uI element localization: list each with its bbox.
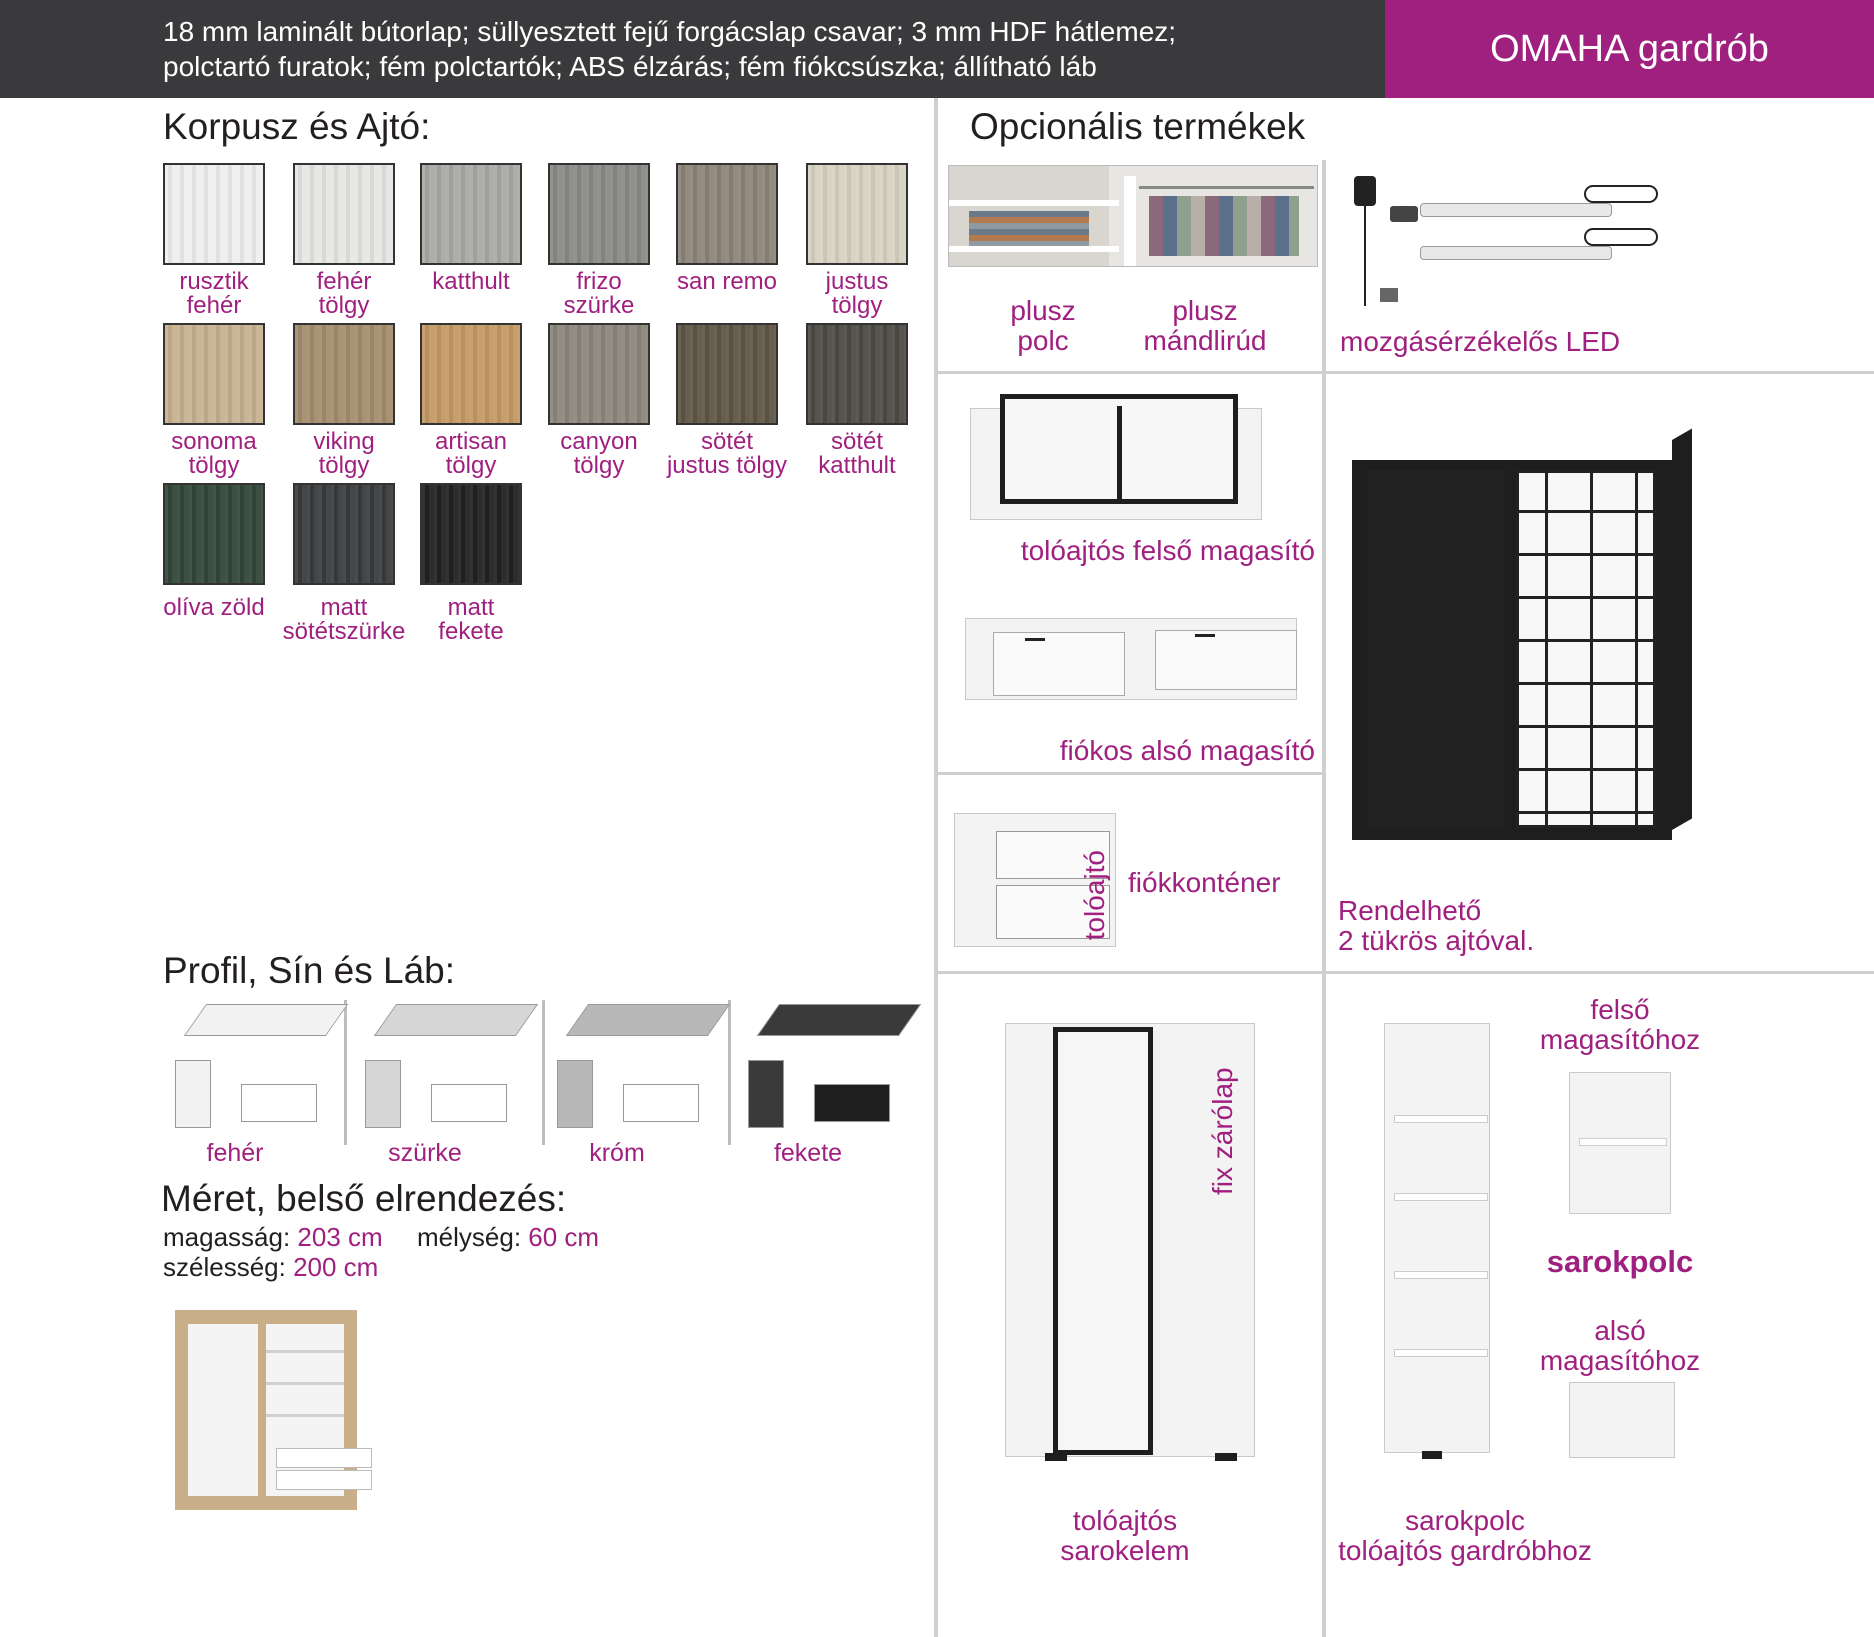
swatch-label xyxy=(792,270,922,318)
color-swatch xyxy=(806,163,908,265)
swatch-label-line1: artisan xyxy=(434,428,508,455)
color-swatch xyxy=(163,163,265,265)
rendelheto-line2: 2 tükrös ajtóval. xyxy=(1338,925,1535,956)
color-swatch xyxy=(676,323,778,425)
swatch-label xyxy=(279,596,409,644)
width-label: szélesség: xyxy=(163,1252,286,1282)
swatch-label xyxy=(149,596,279,620)
swatch-label-line2: tölgy xyxy=(831,292,883,319)
swatch-label-line2: tölgy xyxy=(188,452,240,479)
height-label: magasság: xyxy=(163,1222,291,1252)
header-description-line1: 18 mm laminált bútorlap; süllyesztett fejű forgácslap csavar; 3 mm HDF hátlemez; xyxy=(163,16,1177,47)
swatch-label-line1: rusztik xyxy=(179,268,249,295)
color-swatch xyxy=(163,323,265,425)
swatch-label xyxy=(406,596,536,644)
swatch-label-line2: sötétszürke xyxy=(282,618,406,645)
toloajtos-felso-label: tolóajtós felső magasító xyxy=(1020,535,1315,566)
profile-image xyxy=(175,1000,335,1130)
swatch-label-line1: canyon xyxy=(560,428,638,455)
swatch-label-line1: katthult xyxy=(432,268,510,295)
meret-heading: Méret, belső elrendezés: xyxy=(161,1178,567,1219)
plusz-mandlirud-line2: mándlirúd xyxy=(1143,325,1267,356)
sarokelem-caption-line1: tolóajtós xyxy=(1072,1505,1178,1536)
swatch-label xyxy=(662,270,792,294)
swatch-label-line1: sötét xyxy=(700,428,754,455)
width-row xyxy=(163,1252,378,1283)
product-title: OMAHA gardrób xyxy=(1490,27,1769,70)
swatch-label-line1: sötét xyxy=(830,428,884,455)
top-extension-image xyxy=(970,388,1270,528)
corner-shelf-image xyxy=(1378,1015,1498,1465)
fiokos-also-label: fiókos alsó magasító xyxy=(1059,735,1315,766)
drawer-extension-image xyxy=(965,612,1305,702)
swatch-label-line2: tölgy xyxy=(573,452,625,479)
divider-h2 xyxy=(938,772,1322,775)
swatch-label-line2: szürke xyxy=(563,292,635,319)
swatch-label xyxy=(149,430,279,478)
profil-divider-1 xyxy=(344,1000,347,1145)
swatch-label-line1: matt xyxy=(447,594,495,621)
swatch-label-line1: frizo xyxy=(576,268,622,295)
swatch-label-line2: tölgy xyxy=(445,452,497,479)
fix-zarolap-vertical-label: fix zárólap xyxy=(1207,1067,1238,1195)
swatch-label-line1: justus xyxy=(825,268,889,295)
interior-layout-image xyxy=(170,1310,370,1510)
color-swatch xyxy=(548,163,650,265)
swatch-label-line1: san remo xyxy=(676,268,778,295)
swatch-label xyxy=(406,270,536,294)
swatch-label xyxy=(279,430,409,478)
swatch-label-line2: tölgy xyxy=(318,292,370,319)
divider-h1 xyxy=(938,371,1874,374)
color-swatch xyxy=(548,323,650,425)
optional-heading: Opcionális termékek xyxy=(970,106,1306,147)
depth-label: mélység: xyxy=(417,1222,522,1252)
swatch-label xyxy=(534,270,664,318)
swatch-label-line1: viking xyxy=(313,428,375,455)
divider-h3 xyxy=(938,971,1874,974)
fiokkontener-label: fiókkonténer xyxy=(1128,867,1281,898)
color-swatch xyxy=(420,323,522,425)
swatch-label xyxy=(792,430,922,478)
color-swatch xyxy=(163,483,265,585)
header-description xyxy=(163,14,1373,84)
plusz-polc-label xyxy=(988,296,1098,356)
profile-image xyxy=(557,1000,717,1130)
height-value: 203 cm xyxy=(297,1222,383,1252)
rendelheto-line1: Rendelhető xyxy=(1338,895,1482,926)
divider-vertical-right xyxy=(1322,160,1326,1637)
color-swatch xyxy=(806,323,908,425)
swatch-label-line2: fehér xyxy=(186,292,242,319)
also-magasitohoz-line1: alsó xyxy=(1594,1315,1646,1346)
profile-image xyxy=(365,1000,525,1130)
also-magasitohoz-line2: magasítóhoz xyxy=(1539,1345,1701,1376)
color-swatch xyxy=(293,483,395,585)
sarokpolc-caption xyxy=(1325,1506,1605,1566)
sarokpolc-bold-label: sarokpolc xyxy=(1546,1244,1694,1279)
plusz-mandlirud-label xyxy=(1120,296,1290,356)
height-row xyxy=(163,1222,383,1253)
profile-label: szürke xyxy=(388,1139,462,1167)
swatch-label-line2: justus tölgy xyxy=(666,452,788,479)
corner-shelf-bottom-image xyxy=(1565,1378,1677,1460)
corner-shelf-top-image xyxy=(1565,1068,1675,1220)
profil-heading: Profil, Sín és Láb: xyxy=(163,950,456,991)
profile-label: fehér xyxy=(206,1139,264,1167)
swatch-label xyxy=(149,270,279,318)
sarokelem-caption xyxy=(1030,1506,1220,1566)
color-swatch xyxy=(676,163,778,265)
korpusz-heading: Korpusz és Ajtó: xyxy=(163,106,431,147)
led-label: mozgásérzékelős LED xyxy=(1340,326,1621,357)
plusz-polc-line1: plusz xyxy=(1010,295,1076,326)
swatch-label-line2: tölgy xyxy=(318,452,370,479)
profile-image xyxy=(748,1000,908,1130)
width-value: 200 cm xyxy=(293,1252,379,1282)
led-strip-image xyxy=(1340,168,1670,318)
also-magasitohoz-label xyxy=(1520,1316,1720,1376)
profil-divider-3 xyxy=(728,1000,731,1145)
swatch-label-line2: fekete xyxy=(438,618,504,645)
felso-magasitohoz-line2: magasítóhoz xyxy=(1539,1024,1701,1055)
header-description-line2: polctartó furatok; fém polctartók; ABS élzárás; fém fiókcsúszka; állítható láb xyxy=(163,51,1097,82)
swatch-label-line1: sonoma xyxy=(171,428,257,455)
swatch-label xyxy=(279,270,409,318)
swatch-label-line1: fehér xyxy=(316,268,372,295)
color-swatch xyxy=(293,163,395,265)
swatch-label-line1: olíva zöld xyxy=(163,594,265,621)
profile-label: fekete xyxy=(773,1139,843,1167)
depth-value: 60 cm xyxy=(528,1222,600,1252)
divider-vertical-main xyxy=(934,98,938,1637)
mirror-wardrobe-image xyxy=(1352,440,1692,842)
plusz-polc-line2: polc xyxy=(1017,325,1069,356)
swatch-label xyxy=(534,430,664,478)
sarokpolc-caption-line1: sarokpolc xyxy=(1405,1505,1525,1536)
sarokpolc-caption-line2: tolóajtós gardróbhoz xyxy=(1338,1535,1592,1566)
felso-magasitohoz-label xyxy=(1520,995,1720,1055)
swatch-label-line2: katthult xyxy=(818,452,896,479)
color-swatch xyxy=(420,163,522,265)
color-swatch xyxy=(420,483,522,585)
profile-label: króm xyxy=(589,1139,645,1167)
shelf-rod-photo xyxy=(948,165,1318,267)
swatch-label xyxy=(406,430,536,478)
product-title-box xyxy=(1385,0,1874,98)
depth-row xyxy=(417,1222,599,1253)
plusz-mandlirud-line1: plusz xyxy=(1172,295,1238,326)
felso-magasitohoz-line1: felső xyxy=(1590,994,1650,1025)
sarokelem-caption-line2: sarokelem xyxy=(1060,1535,1190,1566)
color-swatch xyxy=(293,323,395,425)
rendelheto-label xyxy=(1338,896,1668,956)
swatch-label xyxy=(662,430,792,478)
toloajto-vertical-label: tolóajtó xyxy=(1079,850,1110,941)
swatch-label-line1: matt xyxy=(320,594,368,621)
profil-divider-2 xyxy=(542,1000,545,1145)
